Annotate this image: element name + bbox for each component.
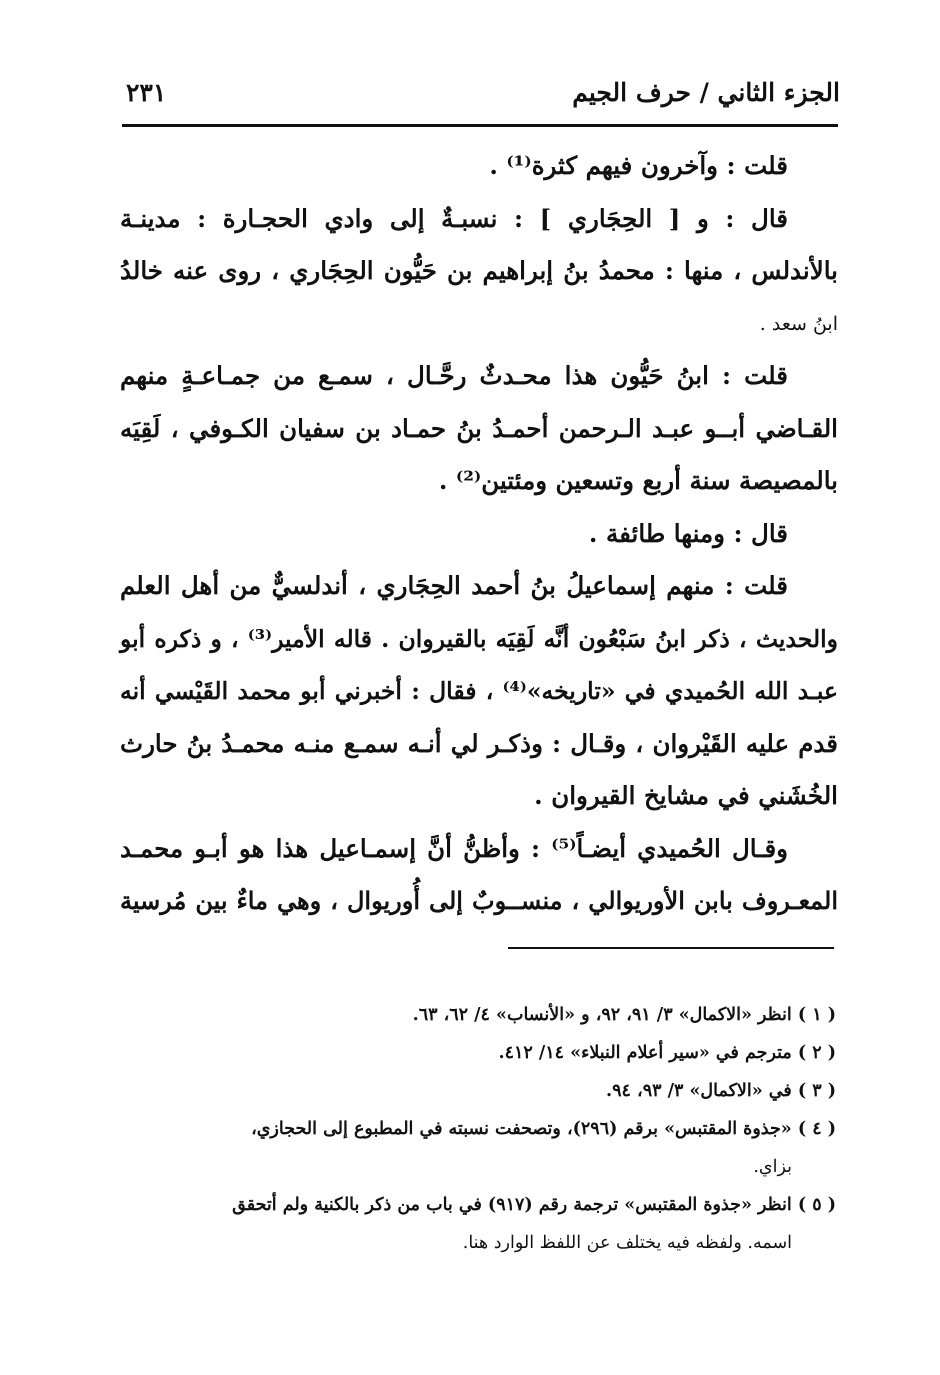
footnote-separator <box>508 947 834 949</box>
text-line: عبـد الله الحُميدي في «تاريخه»⁽⁴⁾ ، فقال : أخبرني أبو محمد القَيْسي أنه <box>120 677 838 705</box>
main-text <box>120 140 838 928</box>
text-line: بالمصيصة سنة أربع وتسعين ومئتين⁽²⁾ . <box>438 466 838 495</box>
footnote-4: ( ٤ ) «جذوة المقتبس» برقم (٢٩٦)، وتصحفت نسبته في المطبوع إلى الحجازي، <box>251 1119 836 1139</box>
footnote-2: ( ٢ ) مترجم في «سير أعلام النبلاء» ١٤/ ٤١٢. <box>498 1043 836 1063</box>
footnote-3: ( ٣ ) في «الاكمال» ٣/ ٩٣، ٩٤. <box>606 1081 836 1101</box>
footnote-5-continued: اسمه. ولفظه فيه يختلف عن اللفظ الوارد هنا. <box>462 1233 792 1253</box>
text-line: القـاضي أبــو عبـد الـرحمن أحمـدُ بنُ حمـاد بن سفيان الكـوفي ، لَقِيَه <box>120 413 838 443</box>
text-line: قلت : ابنُ حَيُّون هذا محـدثٌ رحَّـال ، سمـع من جمـاعـةٍ منهم <box>120 361 788 390</box>
text-line: وقـال الحُميدي أيضـاً⁽⁵⁾ : وأظنُّ أنَّ إسمـاعيل هذا هو أبـو محمـد <box>120 833 788 863</box>
footnote-4-continued: بزاي. <box>753 1157 792 1177</box>
header-rule <box>122 124 838 127</box>
text-line: قلت : وآخرون فيهم كثرة⁽¹⁾ . <box>489 151 788 180</box>
text-line: بالأندلس ، منها : محمدُ بنُ إبراهيم بن حَيُّون الحِجَاري ، روى عنه خالدُ <box>120 256 838 285</box>
text-line: المعـروف بابن الأوريوالي ، منســوبٌ إلى أُوريوال ، وهي ماءٌ بين مُرسية <box>120 886 839 915</box>
page-header <box>122 78 840 118</box>
text-line: قلت : منهم إسماعيلُ بنُ أحمد الحِجَاري ، أندلسيٌّ من أهل العلم <box>120 571 788 600</box>
footnote-1: ( ١ ) انظر «الاكمال» ٣/ ٩١، ٩٢، و «الأنساب» ٤/ ٦٢، ٦٣. <box>412 1005 836 1025</box>
text-line: قال : و [ الحِجَاري ] : نسبـةٌ إلى وادي الحجـارة : مدينـة <box>120 203 788 233</box>
text-line: الخُشَني في مشايخ القيروان . <box>534 781 838 810</box>
footnote-5: ( ٥ ) انظر «جذوة المقتبس» ترجمة رقم (٩١٧) في باب من ذكر بالكنية ولم أتحقق <box>232 1195 836 1215</box>
text-line: ابنُ سعد . <box>759 312 838 335</box>
page-number: ٢٣١ <box>126 78 167 107</box>
text-line: والحديث ، ذكر ابنُ سَبْعُون أنَّه لَقِيَه بالقيروان . قاله الأمير⁽³⁾ ، و ذكره أبو <box>120 624 838 653</box>
text-line: قدم عليه القَيْروان ، وقـال : وذكـر لي أنـه سمـع منـه محمـدُ بنُ حارث <box>120 728 838 758</box>
running-head: الجزء الثاني / حرف الجيم <box>572 78 840 107</box>
text-line: قال : ومنها طائفة . <box>588 518 788 548</box>
footnotes <box>120 996 836 1262</box>
